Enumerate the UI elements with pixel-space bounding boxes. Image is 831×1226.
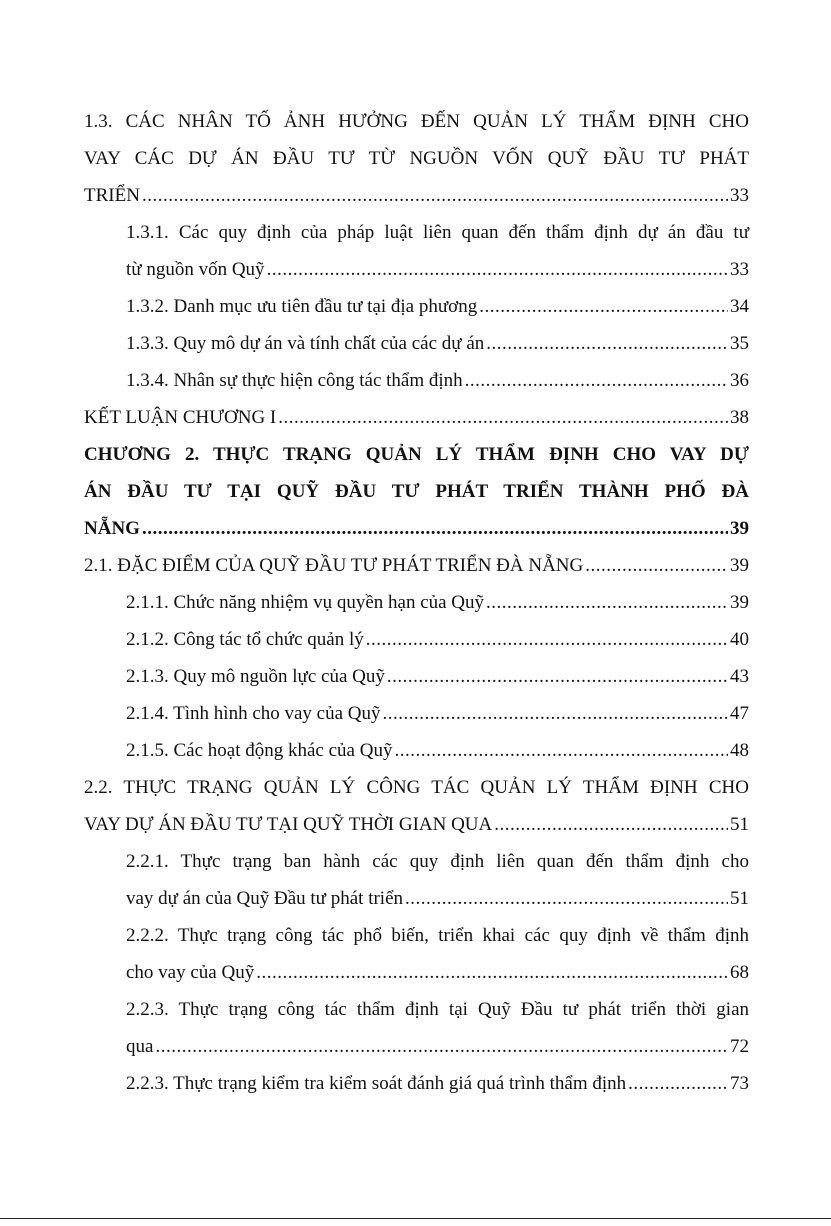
toc-entry-2-1-2[interactable] bbox=[84, 621, 749, 658]
toc-page-number: 47 bbox=[730, 703, 749, 724]
toc-entry-title: 1.3.4. Nhân sự thực hiện công tác thẩm định bbox=[126, 370, 463, 391]
toc-page-number: 48 bbox=[730, 740, 749, 761]
toc-entry-2-1-1[interactable] bbox=[84, 584, 749, 621]
toc-entry-1-3-2[interactable] bbox=[84, 288, 749, 325]
toc-page-number: 33 bbox=[730, 185, 749, 206]
toc-entry-title: 2.1.5. Các hoạt động khác của Quỹ bbox=[126, 740, 393, 761]
toc-entry-2-1-4[interactable] bbox=[84, 695, 749, 732]
dot-leader bbox=[383, 695, 728, 732]
toc-entry-ket-luan[interactable] bbox=[84, 399, 749, 436]
dot-leader bbox=[628, 1065, 728, 1102]
toc-page-number: 43 bbox=[730, 666, 749, 687]
toc-entry-2-2-3[interactable] bbox=[84, 991, 749, 1065]
toc-entry-title: vay dự án của Quỹ Đầu tư phát triển bbox=[126, 888, 404, 909]
toc-page-number: 72 bbox=[730, 1036, 749, 1057]
dot-leader bbox=[256, 954, 728, 991]
table-of-contents bbox=[84, 103, 749, 1102]
dot-leader bbox=[494, 806, 728, 843]
toc-page-number: 35 bbox=[730, 333, 749, 354]
toc-entry-title: 1.3.2. Danh mục ưu tiên đầu tư tại địa phương bbox=[126, 296, 478, 317]
toc-page-number: 51 bbox=[730, 814, 749, 835]
toc-page-number: 39 bbox=[730, 592, 749, 613]
toc-entry-text-line: CHƯƠNG 2. THỰC TRẠNG QUẢN LÝ THẨM ĐỊNH CHO VAY DỰ bbox=[84, 444, 749, 465]
toc-entry-2-2-3b[interactable] bbox=[84, 1065, 749, 1102]
toc-entry-text-line: 1.3.1. Các quy định của pháp luật liên quan đến thẩm định dự án đầu tư bbox=[126, 222, 749, 243]
toc-entry-title: từ nguồn vốn Quỹ bbox=[126, 259, 265, 280]
dot-leader bbox=[486, 584, 728, 621]
toc-entry-title: VAY DỰ ÁN ĐẦU TƯ TẠI QUỸ THỜI GIAN QUA bbox=[84, 814, 493, 835]
toc-entry-2-2[interactable] bbox=[84, 769, 749, 843]
toc-entry-title: 2.1.3. Quy mô nguồn lực của Quỹ bbox=[126, 666, 385, 687]
toc-page-number: 73 bbox=[730, 1073, 749, 1094]
toc-entry-1-3[interactable] bbox=[84, 103, 749, 214]
toc-entry-title: TRIỂN bbox=[84, 185, 140, 206]
toc-entry-text-line: 2.2.1. Thực trạng ban hành các quy định liên quan đến thẩm định cho bbox=[126, 851, 749, 872]
dot-leader bbox=[585, 547, 728, 584]
dot-leader bbox=[486, 325, 728, 362]
toc-entry-2-1[interactable] bbox=[84, 547, 749, 584]
toc-page-number: 51 bbox=[730, 888, 749, 909]
toc-entry-title: 1.3.3. Quy mô dự án và tính chất của các dự án bbox=[126, 333, 485, 354]
toc-entry-text-line: 2.2. THỰC TRẠNG QUẢN LÝ CÔNG TÁC QUẢN LÝ THẨM ĐỊNH CHO bbox=[84, 777, 749, 798]
toc-entry-text-line: 2.2.3. Thực trạng công tác thẩm định tại Quỹ Đầu tư phát triển thời gian bbox=[126, 999, 749, 1020]
dot-leader bbox=[479, 288, 728, 325]
toc-entry-title: KẾT LUẬN CHƯƠNG I bbox=[84, 407, 277, 428]
toc-entry-title: 2.1. ĐẶC ĐIỂM CỦA QUỸ ĐẦU TƯ PHÁT TRIỂN ĐÀ NẴNG bbox=[84, 555, 584, 576]
dot-leader bbox=[405, 880, 728, 917]
toc-entry-2-1-5[interactable] bbox=[84, 732, 749, 769]
toc-entry-chuong-2[interactable] bbox=[84, 436, 749, 547]
dot-leader bbox=[142, 177, 728, 214]
dot-leader bbox=[155, 1028, 728, 1065]
toc-entry-title: NẴNG bbox=[84, 518, 140, 539]
dot-leader bbox=[278, 399, 728, 436]
toc-page-number: 39 bbox=[730, 518, 749, 539]
toc-page-number: 36 bbox=[730, 370, 749, 391]
toc-entry-title: 2.2.3. Thực trạng kiểm tra kiểm soát đánh giá quá trình thẩm định bbox=[126, 1073, 627, 1094]
dot-leader bbox=[267, 251, 728, 288]
toc-page-number: 33 bbox=[730, 259, 749, 280]
dot-leader bbox=[394, 732, 728, 769]
toc-entry-2-2-1[interactable] bbox=[84, 843, 749, 917]
toc-page-number: 68 bbox=[730, 962, 749, 983]
toc-entry-title: cho vay của Quỹ bbox=[126, 962, 255, 983]
toc-entry-2-1-3[interactable] bbox=[84, 658, 749, 695]
toc-page-number: 39 bbox=[730, 555, 749, 576]
toc-page-number: 38 bbox=[730, 407, 749, 428]
toc-entry-text-line: ÁN ĐẦU TƯ TẠI QUỸ ĐẦU TƯ PHÁT TRIỂN THÀNH PHỐ ĐÀ bbox=[84, 481, 749, 502]
toc-entry-title: 2.1.1. Chức năng nhiệm vụ quyền hạn của Quỹ bbox=[126, 592, 485, 613]
toc-entry-1-3-4[interactable] bbox=[84, 362, 749, 399]
toc-entry-1-3-3[interactable] bbox=[84, 325, 749, 362]
toc-entry-title: qua bbox=[126, 1036, 154, 1057]
toc-entry-title: 2.1.4. Tình hình cho vay của Quỹ bbox=[126, 703, 381, 724]
toc-entry-text-line: 2.2.2. Thực trạng công tác phổ biến, triển khai các quy định về thẩm định bbox=[126, 925, 749, 946]
dot-leader bbox=[366, 621, 728, 658]
dot-leader bbox=[142, 510, 728, 547]
dot-leader bbox=[387, 658, 728, 695]
toc-entry-2-2-2[interactable] bbox=[84, 917, 749, 991]
page-bottom-rule bbox=[0, 1218, 831, 1219]
toc-page-number: 34 bbox=[730, 296, 749, 317]
toc-entry-text-line: 1.3. CÁC NHÂN TỐ ẢNH HƯỞNG ĐẾN QUẢN LÝ THẨM ĐỊNH CHO bbox=[84, 111, 749, 132]
toc-entry-text-line: VAY CÁC DỰ ÁN ĐẦU TƯ TỪ NGUỒN VỐN QUỸ ĐẦU TƯ PHÁT bbox=[84, 148, 749, 169]
dot-leader bbox=[465, 362, 728, 399]
toc-entry-title: 2.1.2. Công tác tổ chức quản lý bbox=[126, 629, 364, 650]
toc-entry-1-3-1[interactable] bbox=[84, 214, 749, 288]
toc-page-number: 40 bbox=[730, 629, 749, 650]
